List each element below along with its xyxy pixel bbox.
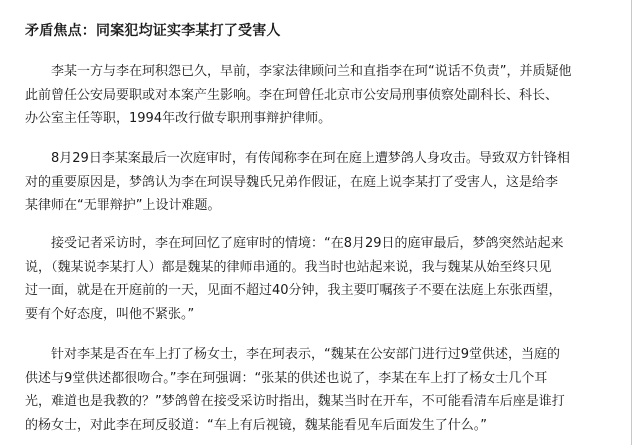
paragraph-line: 接受记者采访时，李在珂回忆了庭审时的情境：“在8月29日的庭审最后，梦鸽突然站起来 xyxy=(25,236,564,251)
paragraph-line: 此前曾任公安局要职或对本案产生影响。李在珂曾任北京市公安局刑事侦察处副科长、科长、 xyxy=(25,87,559,103)
paragraph-line: 李某一方与李在珂积怨已久，早前，李家法律顾问兰和直指李在珂“说话不负责”，并质疑他 xyxy=(25,64,572,79)
paragraph-line: 的杨女士，对此李在珂反驳道：“车上有后视镜，魏某能看见车后面发生了什么。” xyxy=(25,417,487,433)
article-paragraph-2 xyxy=(25,147,610,218)
paragraph-line: 某律师在“无罪辩护”上设计难题。 xyxy=(25,198,221,213)
paragraph-line: 针对李某是否在车上打了杨女士，李在珂表示，“魏某在公安部门进行过9堂供述，当庭的 xyxy=(25,347,561,362)
article-paragraph-4 xyxy=(25,343,610,437)
paragraph-line: 办公室主任等职，1994年改行做专职刑事辩护律师。 xyxy=(25,111,332,126)
paragraph-line: 8月29日李某案最后一次庭审时，有传闻称李在珂在庭上遭梦鸽人身攻击。导致双方针锋相 xyxy=(25,151,570,166)
paragraph-line: 要有个好态度，叫他不紧张。” xyxy=(25,306,195,322)
paragraph-line: 供述与9堂供述都很吻合。”李在珂强调：“张某的供述也说了，李某在车上打了杨女士几个耳 xyxy=(25,370,548,386)
paragraph-line: 说，（魏某说李某打人）都是魏某的律师串通的。我当时也站起来说，我与魏某从始至终只见 xyxy=(25,259,552,275)
article-paragraph-1 xyxy=(25,60,610,131)
paragraph-line: 光，难道也是我教的？”梦鸽曾在接受采访时指出，魏某当时在开车，不可能看清车后座是谁打 xyxy=(25,394,565,409)
article-subheading: 矛盾焦点：同案犯均证实李某打了受害人 xyxy=(25,23,281,39)
article-paragraph-3 xyxy=(25,232,610,326)
paragraph-line: 过一面，就是在开庭前的一天，见面不超过40分钟，我主要叮嘱孩子不要在法庭上东张西望， xyxy=(25,283,562,298)
paragraph-line: 对的重要原因是，梦鸽认为李在珂误导魏氏兄弟作假证，在庭上说李某打了受害人，这是给李 xyxy=(25,174,559,190)
